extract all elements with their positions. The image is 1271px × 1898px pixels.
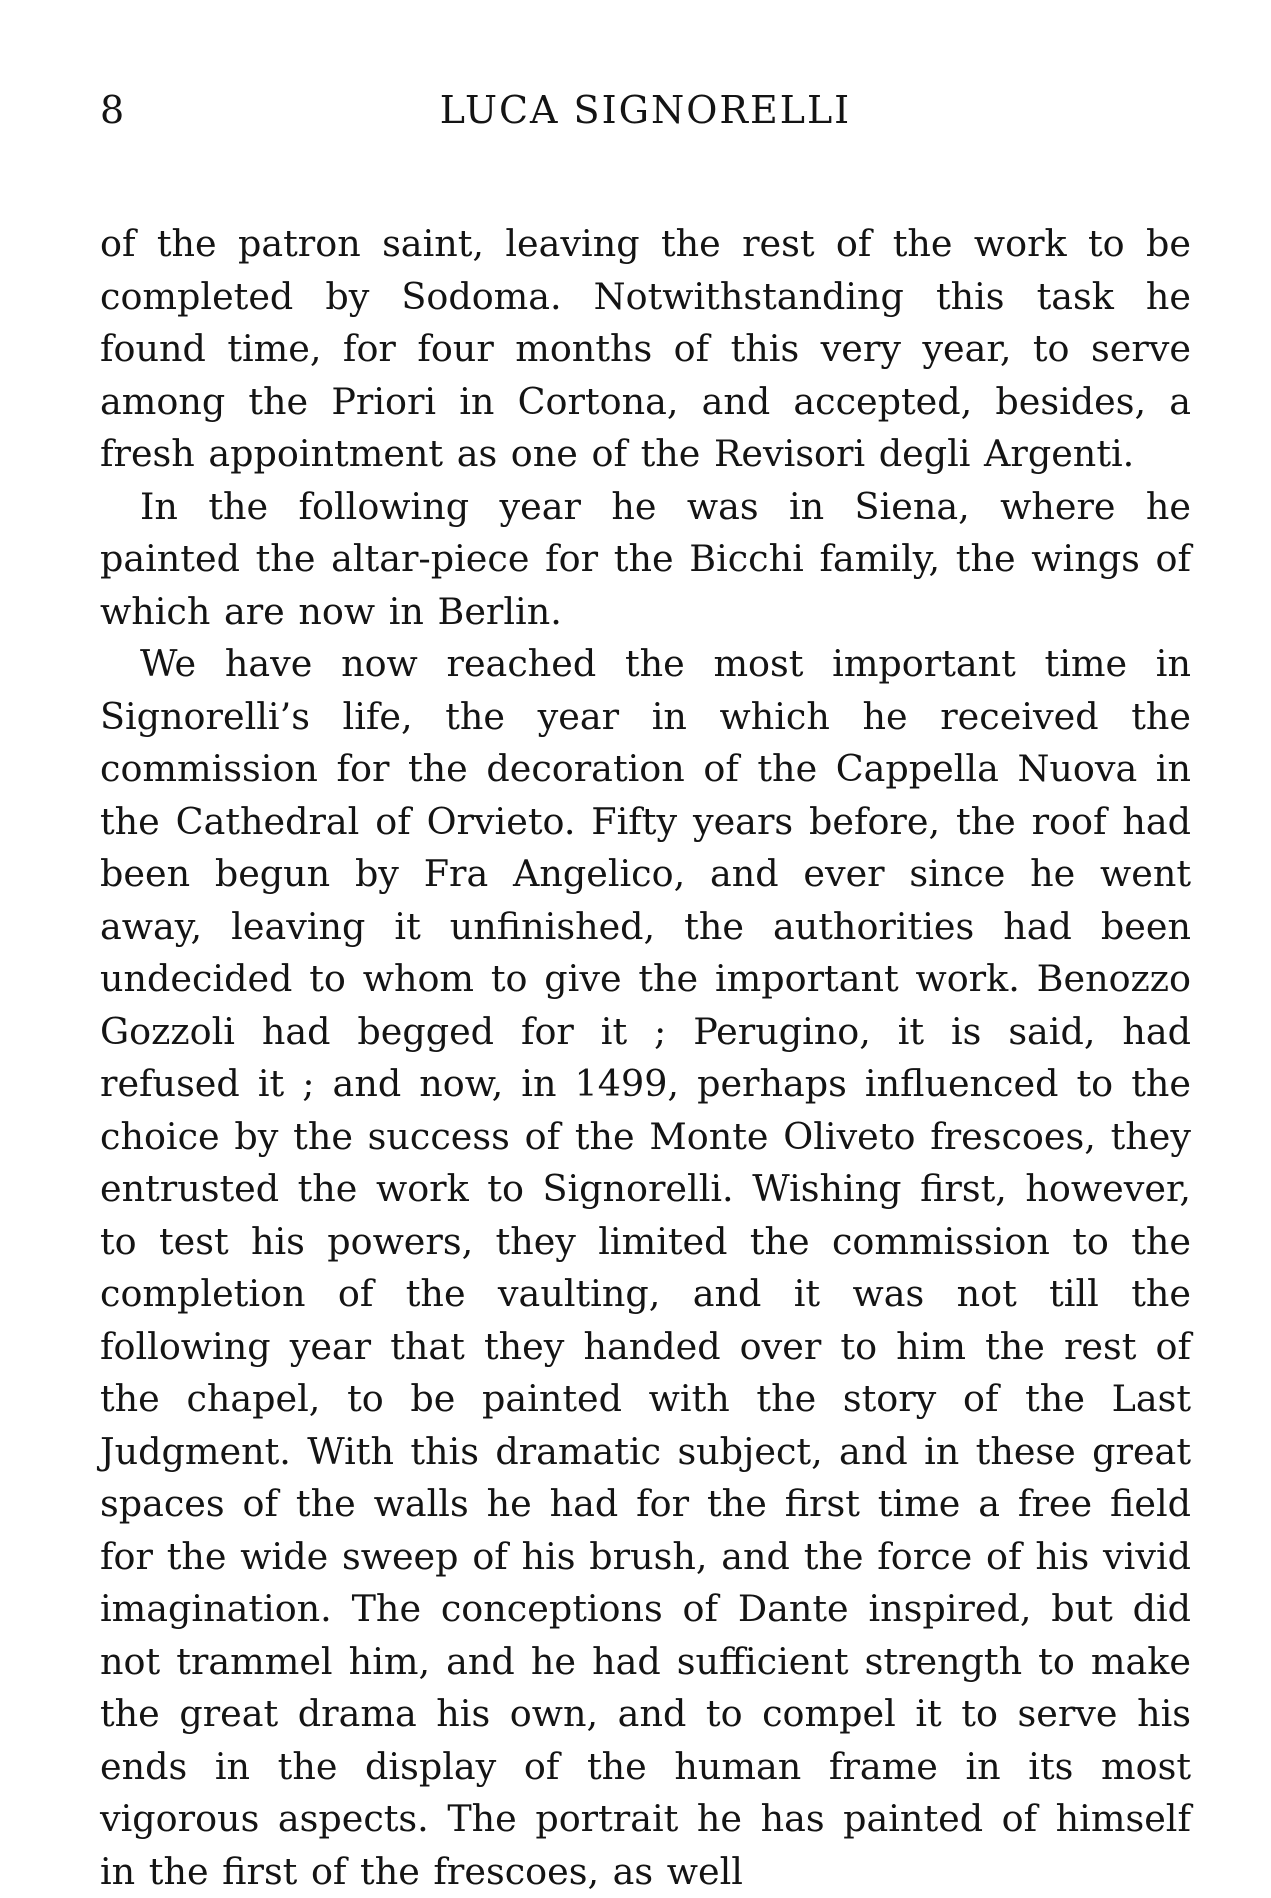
- paragraph-orvieto: We have now reached the most important time in Signorelli’s life, the year in which he received the commission for the decoration of the Cappella Nuova in the Cathedral of Orvieto. Fifty years before, the roof had been begun by Fra Angelico, and ever since he went away, leaving it unfinished, the authorities had been undecided to whom to give the important work. Benozzo Gozzoli had begged for it ; Perugino, it is said, had refused it ; and now, in 1499, perhaps influenced to the choice by the success of the Monte Oliveto frescoes, they entrusted the work to Signorelli. Wishing first, however, to test his powers, they limited the commission to the completion of the vaulting, and it was not till the following year that they handed over to him the rest of the chapel, to be painted with the story of the Last Judgment. With this dramatic subject, and in these great spaces of the walls he had for the first time a free field for the wide sweep of his brush, and the force of his vivid imagination. The conceptions of Dante inspired, but did not trammel him, and he had sufficient strength to make the great drama his own, and to compel it to serve his ends in the display of the human frame in its most vigorous aspects. The portrait he has painted of himself in the first of the frescoes, as well: [100, 642, 1191, 1893]
- running-title: LUCA SIGNORELLI: [439, 88, 852, 132]
- paragraph-siena: In the following year he was in Siena, where he painted the altar-piece for the Bicchi family, the wings of which are now in Berlin.: [100, 484, 1191, 633]
- body-text: [100, 218, 1191, 1898]
- page-number: 8: [100, 88, 125, 132]
- paragraph-continuation: of the patron saint, leaving the rest of the work to be completed by Sodoma. Notwithstanding this task he found time, for four months of this very year, to serve among the Priori in Cortona, and accepted, besides, a fresh appointment as one of the Revisori degli Argenti.: [100, 222, 1191, 475]
- page-header: [100, 88, 1191, 158]
